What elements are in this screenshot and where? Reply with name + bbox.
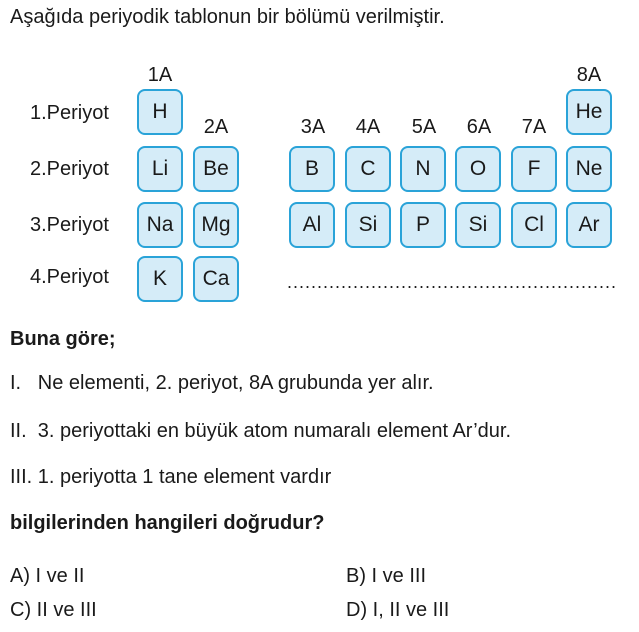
element-cell-Cl: Cl: [511, 202, 557, 248]
group-label-7A: 7A: [521, 116, 547, 138]
intro-text: Aşağıda periyodik tablonun bir bölümü verilmiştir.: [10, 6, 445, 28]
element-cell-Na: Na: [137, 202, 183, 248]
element-cell-Mg: Mg: [193, 202, 239, 248]
element-cell-P: P: [400, 202, 446, 248]
option-D[interactable]: D) I, II ve III: [346, 599, 450, 621]
element-cell-Si: Si: [345, 202, 391, 248]
element-cell-F: F: [511, 146, 557, 192]
element-cell-O: O: [455, 146, 501, 192]
statement-3: III. 1. periyotta 1 tane element vardır: [10, 466, 332, 488]
element-cell-H: H: [137, 89, 183, 135]
element-cell-Ne: Ne: [566, 146, 612, 192]
statement-2: II. 3. periyottaki en büyük atom numaralı element Ar’dur.: [10, 420, 511, 442]
element-cell-Be: Be: [193, 146, 239, 192]
element-cell-He: He: [566, 89, 612, 135]
prompt-text: Buna göre;: [10, 328, 116, 350]
group-label-8A: 8A: [576, 64, 602, 86]
period-label-2: 2.Periyot: [30, 158, 109, 180]
element-cell-S: Si: [455, 202, 501, 248]
option-B[interactable]: B) I ve III: [346, 565, 427, 587]
period-label-4: 4.Periyot: [30, 266, 109, 288]
dotted-line: .......................................................: [287, 272, 618, 292]
element-cell-C: C: [345, 146, 391, 192]
group-label-1A: 1A: [147, 64, 173, 86]
group-label-6A: 6A: [466, 116, 492, 138]
element-cell-Li: Li: [137, 146, 183, 192]
period-label-3: 3.Periyot: [30, 214, 109, 236]
option-C[interactable]: C) II ve III: [10, 599, 97, 621]
group-label-3A: 3A: [300, 116, 326, 138]
group-label-2A: 2A: [203, 116, 229, 138]
element-cell-Ar: Ar: [566, 202, 612, 248]
statement-1: I. Ne elementi, 2. periyot, 8A grubunda yer alır.: [10, 372, 434, 394]
element-cell-B: B: [289, 146, 335, 192]
group-label-5A: 5A: [411, 116, 437, 138]
option-A[interactable]: A) I ve II: [10, 565, 85, 587]
element-cell-K: K: [137, 256, 183, 302]
question-text: bilgilerinden hangileri doğrudur?: [10, 512, 325, 534]
element-cell-Al: Al: [289, 202, 335, 248]
group-label-4A: 4A: [355, 116, 381, 138]
element-cell-Ca: Ca: [193, 256, 239, 302]
element-cell-N: N: [400, 146, 446, 192]
period-label-1: 1.Periyot: [30, 102, 109, 124]
